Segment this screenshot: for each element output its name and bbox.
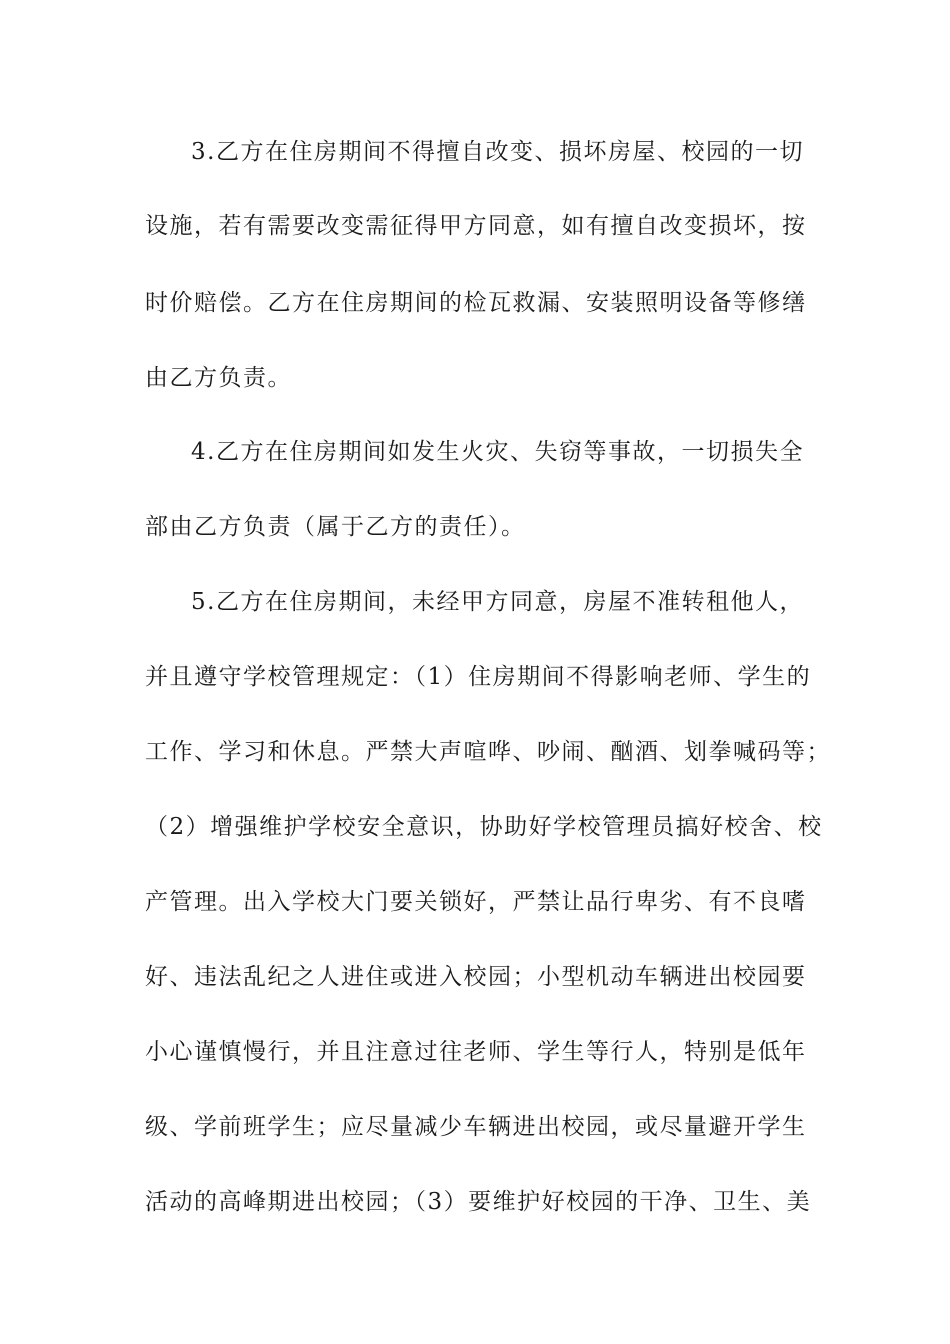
text-line: 好、违法乱纪之人进住或进入校园；小型机动车辆进出校园要 (145, 964, 807, 990)
text-line: 时价赔偿。乙方在住房期间的检瓦救漏、安装照明设备等修缮 (145, 290, 807, 316)
text-line: 活动的高峰期进出校园；（3）要维护好校园的干净、卫生、美 (145, 1189, 812, 1215)
text-line: 5.乙方在住房期间，未经甲方同意，房屋不准转租他人， (191, 589, 804, 615)
text-line: 由乙方负责。 (145, 365, 292, 391)
text-line: 并且遵守学校管理规定：（1）住房期间不得影响老师、学生的 (145, 664, 812, 690)
text-line: 产管理。出入学校大门要关锁好，严禁让品行卑劣、有不良嗜 (145, 889, 807, 915)
text-line: 设施，若有需要改变需征得甲方同意，如有擅自改变损坏，按 (145, 213, 807, 239)
text-line: 部由乙方负责（属于乙方的责任）。 (145, 514, 526, 540)
text-line: 3.乙方在住房期间不得擅自改变、损坏房屋、校园的一切 (191, 139, 804, 165)
text-line: （2）增强维护学校安全意识，协助好学校管理员搞好校舍、校 (145, 814, 823, 840)
text-line: 小心谨慎慢行，并且注意过往老师、学生等行人，特别是低年 (145, 1039, 807, 1065)
text-line: 4.乙方在住房期间如发生火灾、失窃等事故，一切损失全 (191, 439, 804, 465)
text-line: 工作、学习和休息。严禁大声喧哗、吵闹、酗酒、划拳喊码等； (145, 739, 831, 765)
text-line: 级、学前班学生；应尽量减少车辆进出校园，或尽量避开学生 (145, 1114, 807, 1140)
